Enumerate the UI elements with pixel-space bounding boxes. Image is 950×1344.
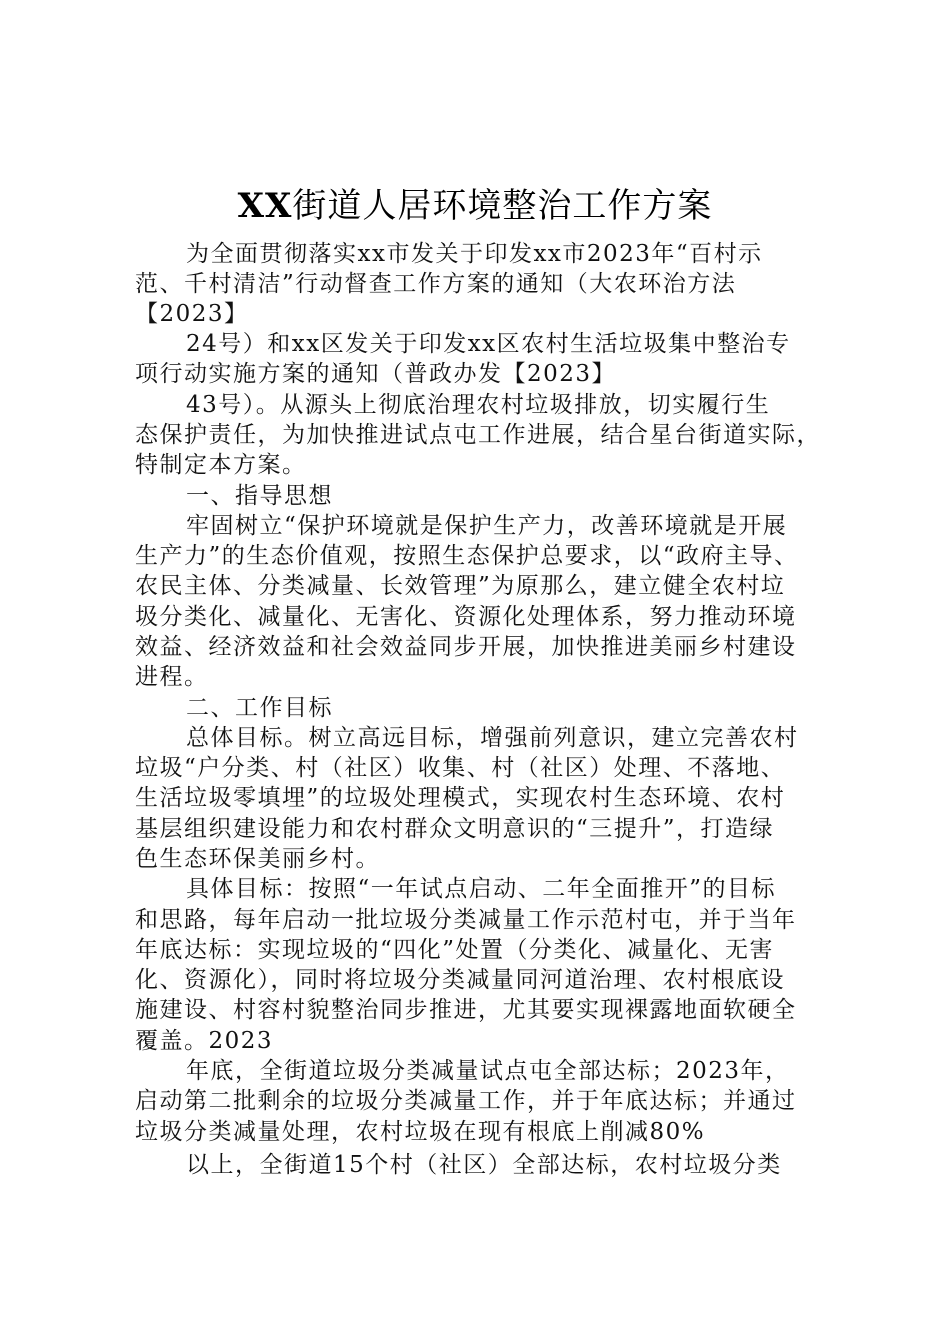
text-line: 43号）。从源头上彻底治理农村垃圾排放，切实履行生 bbox=[186, 392, 771, 418]
text-line: 基层组织建设能力和农村群众文明意识的“三提升”，打造绿 bbox=[135, 816, 775, 842]
text-line: 色生态环保美丽乡村。 bbox=[135, 846, 380, 872]
text-line: 化、资源化），同时将垃圾分类减量同河道治理、农村根底设 bbox=[135, 967, 785, 993]
text-line: 年底达标：实现垃圾的“四化”处置（分类化、减量化、无害 bbox=[135, 937, 775, 963]
text-line: 启动第二批剩余的垃圾分类减量工作，并于年底达标；并通过 bbox=[135, 1088, 797, 1114]
text-line: 项行动实施方案的通知（普政办发【2023】 bbox=[135, 361, 617, 387]
text-line: 年底，全街道垃圾分类减量试点屯全部达标；2023年， bbox=[186, 1058, 790, 1084]
text-line: 和思路，每年启动一批垃圾分类减量工作示范村屯，并于当年 bbox=[135, 907, 797, 933]
text-line: 垃圾“户分类、村（社区）收集、村（社区）处理、不落地、 bbox=[135, 755, 786, 781]
text-line: 特制定本方案。 bbox=[135, 452, 307, 478]
text-line: 农民主体、分类减量、长效管理”为原那么，建立健全农村垃 bbox=[135, 573, 786, 599]
text-line: 效益、经济效益和社会效益同步开展，加快推进美丽乡村建设 bbox=[135, 634, 797, 660]
text-line: 具体目标：按照“一年试点启动、二年全面推开”的目标 bbox=[186, 876, 777, 902]
text-line: 24号）和xx区发关于印发xx区农村生活垃圾集中整治专 bbox=[186, 331, 791, 357]
text-line: 垃圾分类减量处理，农村垃圾在现有根底上削减80% bbox=[135, 1119, 706, 1145]
text-line: 生活垃圾零填埋”的垃圾处理模式，实现农村生态环境、农村 bbox=[135, 785, 786, 811]
text-line: 覆盖。2023 bbox=[135, 1028, 274, 1054]
section-heading: 二、工作目标 bbox=[186, 695, 333, 721]
text-line: 【2023】 bbox=[135, 301, 249, 327]
text-line: 态保护责任，为加快推进试点屯工作进展，结合星台街道实际， bbox=[135, 422, 821, 448]
document-title bbox=[0, 182, 950, 230]
text-line: 生产力”的生态价值观，按照生态保护总要求，以“政府主导、 bbox=[135, 543, 799, 569]
section-heading: 一、指导思想 bbox=[186, 483, 333, 509]
title-prefix: XX bbox=[237, 186, 293, 226]
text-line: 范、千村清洁”行动督查工作方案的通知（大农环治方法 bbox=[135, 271, 737, 297]
title-text: 街道人居环境整治工作方案 bbox=[292, 186, 713, 226]
text-line: 圾分类化、减量化、无害化、资源化处理体系，努力推动环境 bbox=[135, 604, 797, 630]
text-line: 为全面贯彻落实xx市发关于印发xx市2023年“百村示 bbox=[186, 241, 763, 267]
text-line: 施建设、村容村貌整治同步推进，尤其要实现裸露地面软硬全 bbox=[135, 997, 797, 1023]
text-line: 以上，全街道15个村（社区）全部达标，农村垃圾分类 bbox=[186, 1152, 782, 1178]
text-line: 进程。 bbox=[135, 664, 209, 690]
text-line: 牢固树立“保护环境就是保护生产力，改善环境就是开展 bbox=[186, 513, 788, 539]
text-line: 总体目标。树立高远目标，增强前列意识，建立完善农村 bbox=[186, 725, 799, 751]
